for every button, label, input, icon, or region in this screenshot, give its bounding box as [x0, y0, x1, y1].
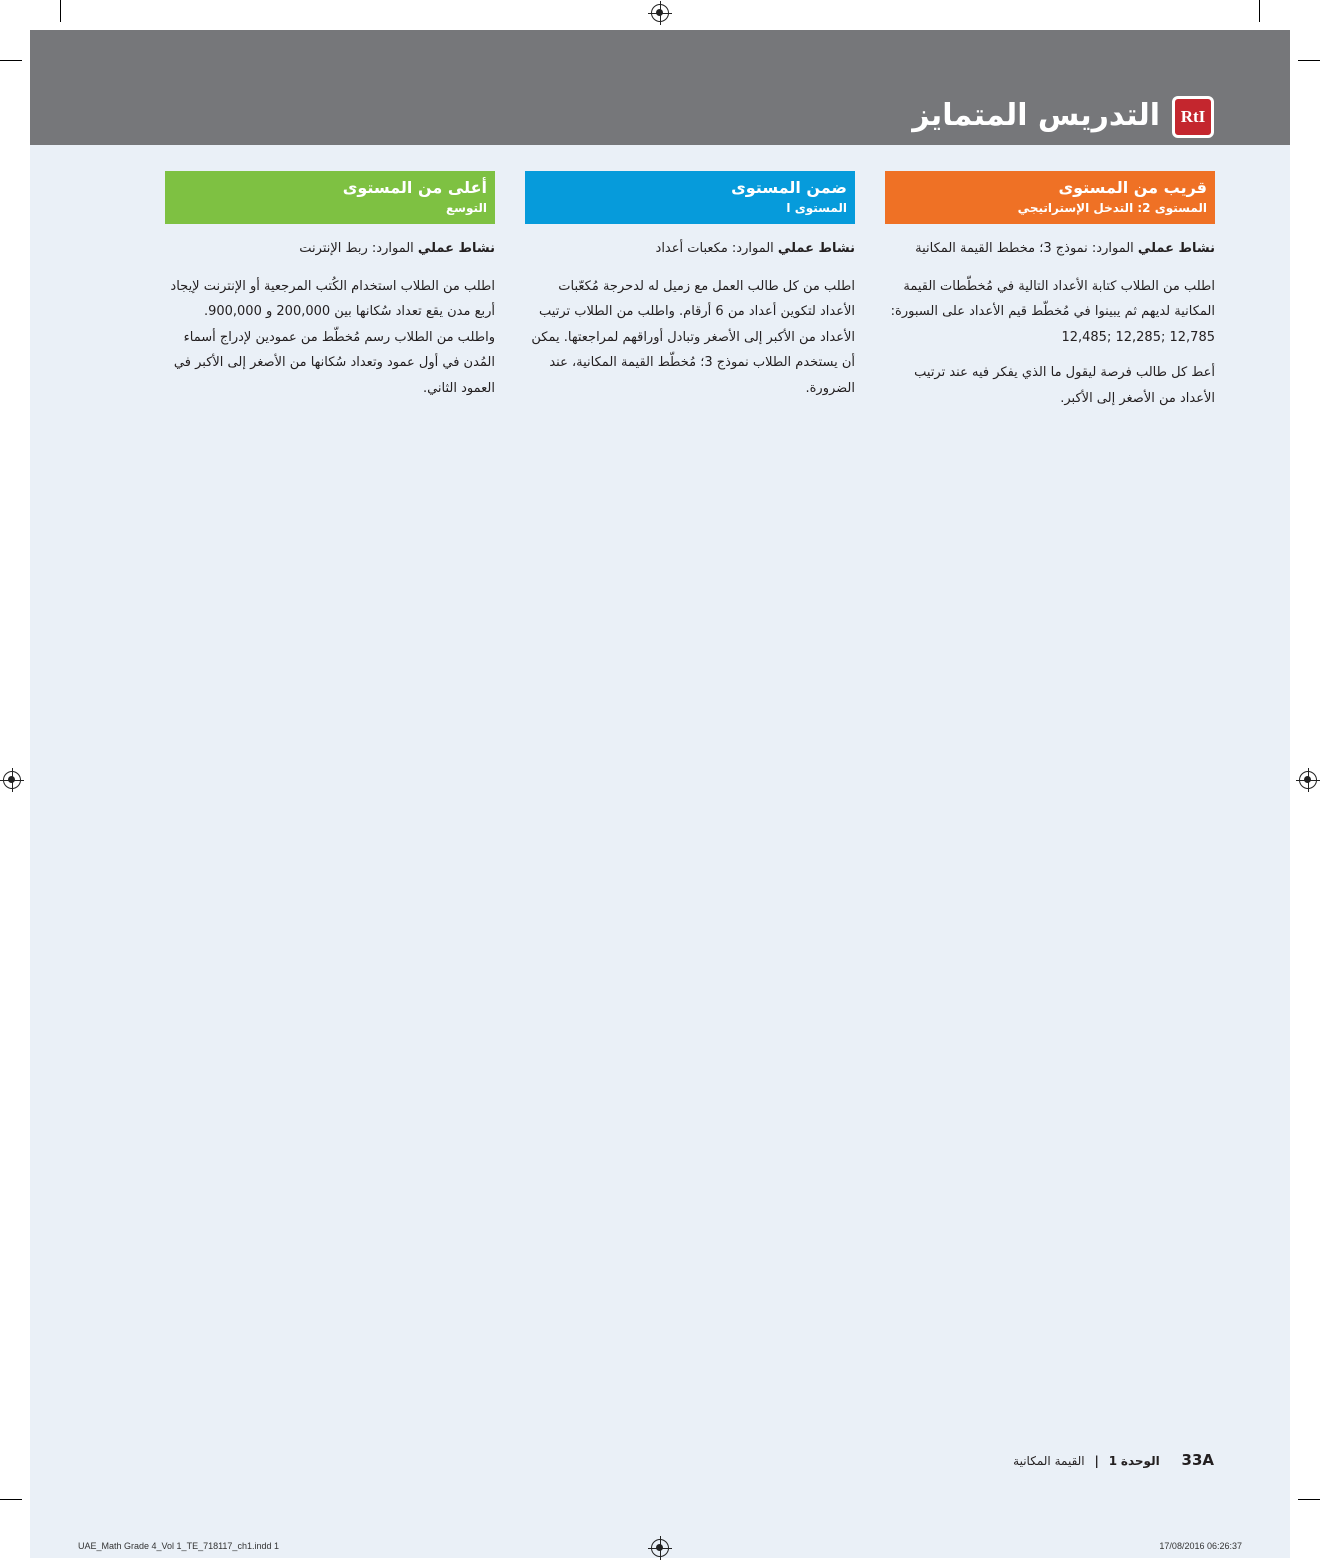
activity-label: نشاط عملي — [777, 241, 855, 256]
registration-mark-icon — [651, 4, 669, 22]
unit-label: الوحدة — [1120, 1454, 1160, 1468]
crop-mark — [0, 1499, 22, 1500]
crop-mark — [1259, 0, 1260, 22]
activity-resources: الموارد: نموذج 3؛ مخطط القيمة المكانية — [915, 241, 1138, 256]
column-subheading: التوسع — [445, 201, 487, 215]
print-slug-file: UAE_Math Grade 4_Vol 1_TE_718117_ch1.indd 1 — [78, 1541, 279, 1551]
paragraph: أعط كل طالب فرصة ليقول ما الذي يفكر فيه عند ترتيب الأعداد من الأصغر إلى الأكبر. — [914, 365, 1215, 406]
crop-mark — [1298, 60, 1320, 61]
beyond-level-header — [165, 171, 495, 224]
unit-number: 1 — [1108, 1454, 1118, 1468]
unit-title: القيمة المكانية — [1013, 1454, 1085, 1468]
beyond-level-body — [165, 236, 495, 411]
paragraph: اطلب من الطلاب كتابة الأعداد التالية في مُخطّطات القيمة المكانية لديهم ثم يبينوا في مُخطّط قيم الأعداد على السبورة: 12,785 ;12,285 ;12,485 — [890, 278, 1215, 345]
paragraph: اطلب من الطلاب استخدام الكُتب المرجعية أو الإنترنت لإيجاد أربع مدن يقع تعداد سُكانها بين 200,000 و 900,000. واطلب من الطلاب رسم مُخطّط من عمودين لإدراج أسماء المُدن في أول عمود وتعداد سُكانها من الأصغر إلى الأكبر في العمود الثاني. — [170, 278, 495, 396]
page-footer — [1013, 1451, 1214, 1469]
print-slug-datetime: 17/08/2016 06:26:37 — [1159, 1541, 1242, 1551]
approaching-level-header — [885, 171, 1215, 224]
registration-mark-icon — [3, 771, 21, 789]
registration-mark-icon — [651, 1539, 669, 1557]
page-title: التدريس المتمايز — [912, 98, 1160, 133]
registration-mark-icon — [1299, 771, 1317, 789]
footer-separator: | — [1094, 1454, 1099, 1468]
column-heading: قريب من المستوى — [1058, 178, 1207, 197]
paragraph: اطلب من كل طالب العمل مع زميل له لدحرجة مُكعّبات الأعداد لتكوين أعداد من 6 أرقام. واطلب من الطلاب ترتيب الأعداد من الأكبر إلى الأصغر وتبادل أوراقهم لمراجعتها. يمكن أن يستخدم الطلاب نموذج 3؛ مُخطّط القيمة المكانية، عند الضرورة. — [531, 278, 855, 396]
approaching-level-body — [885, 236, 1215, 421]
crop-mark — [1298, 1499, 1320, 1500]
on-level-body — [525, 236, 855, 411]
crop-mark — [60, 0, 61, 22]
activity-label: نشاط عملي — [417, 241, 495, 256]
activity-line — [885, 236, 1215, 262]
page-number: 33A — [1181, 1451, 1214, 1469]
column-heading: ضمن المستوى — [731, 178, 847, 197]
activity-resources: الموارد: ربط الإنترنت — [299, 241, 418, 256]
activity-label: نشاط عملي — [1137, 241, 1215, 256]
activity-resources: الموارد: مكعبات أعداد — [655, 241, 778, 256]
crop-mark — [0, 60, 22, 61]
column-heading: أعلى من المستوى — [342, 178, 487, 197]
column-subheading: المستوى 2: التدخل الإستراتيجي — [1017, 201, 1207, 215]
rti-badge-icon: RtI — [1172, 96, 1214, 138]
activity-line — [165, 236, 495, 262]
activity-line — [525, 236, 855, 262]
on-level-header — [525, 171, 855, 224]
column-subheading: المستوى ا — [786, 201, 847, 215]
